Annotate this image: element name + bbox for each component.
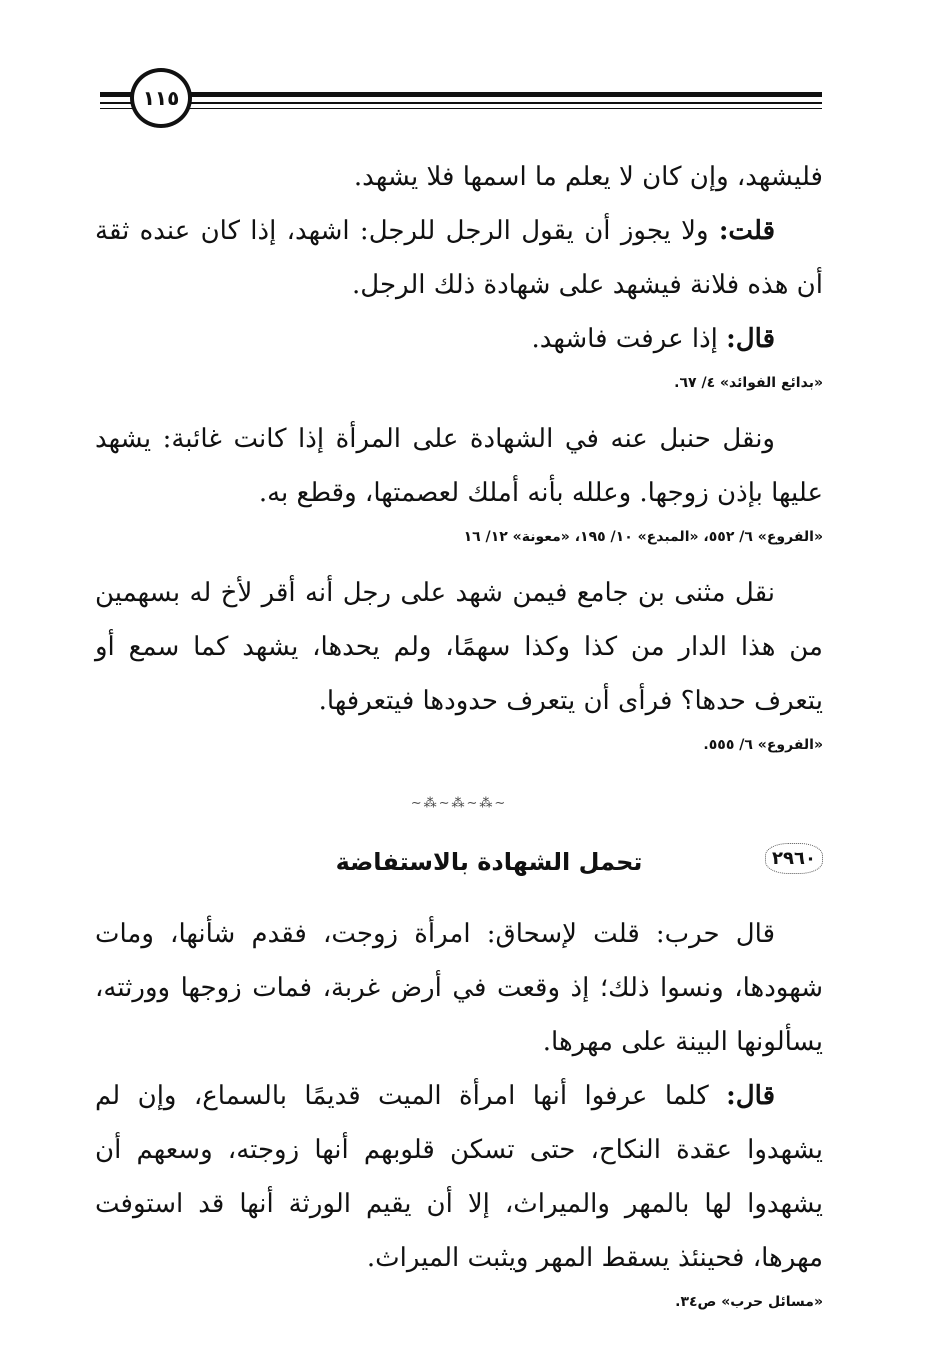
ornament-divider: ∽⁂∽⁂∽⁂∽ <box>410 796 508 811</box>
source-citation: «مسائل حرب» ص٣٤. <box>675 1294 823 1310</box>
paragraph <box>95 1069 823 1285</box>
source-citation: «الفروع» ٦/ ٥٥٥. <box>703 737 823 753</box>
header-rule-medium <box>100 102 822 104</box>
header-rule-thin <box>100 108 822 109</box>
page-number: ١١٥ <box>130 68 192 128</box>
page-body <box>95 150 823 1331</box>
header-rule-thick <box>100 92 822 97</box>
paragraph-text: ولا يجوز أن يقول الرجل للرجل: اشهد، إذا كان عنده ثقة أن هذه فلانة فيشهد على شهادة ذلك الرجل. <box>95 216 823 300</box>
paragraph: ونقل حنبل عنه في الشهادة على المرأة إذا كانت غائبة: يشهد عليها بإذن زوجها. وعلله بأنه أملك لعصمتها، وقطع به. <box>95 424 823 508</box>
paragraph <box>95 312 823 366</box>
section-title: تحمل الشهادة بالاستفاضة <box>335 848 643 876</box>
speaker-label: قلت: <box>718 216 775 246</box>
paragraph-text: إذا عرفت فاشهد. <box>531 324 727 354</box>
page-header <box>100 68 822 128</box>
paragraph: قال حرب: قلت لإسحاق: امرأة زوجت، فقدم شأنها، ومات شهودها، ونسوا ذلك؛ إذ وقعت في أرض غربة، فمات زوجها وورثته، يسألونها البينة على مهرها. <box>95 919 823 1057</box>
paragraph: نقل مثنى بن جامع فيمن شهد على رجل أنه أقر لأخ له بسهمين من هذا الدار من كذا وكذا سهمًا، ولم يحدها، يشهد كما سمع أو يتعرف حدها؟ فرأى أن يتعرف حدودها فيتعرفها. <box>95 578 823 716</box>
source-citation: «الفروع» ٦/ ٥٥٢، «المبدع» ١٠/ ١٩٥، «معونة» ١٢/ ١٦ <box>463 529 823 545</box>
section-heading <box>95 837 823 897</box>
paragraph-text: كلما عرفوا أنها امرأة الميت قديمًا بالسماع، وإن لم يشهدوا عقدة النكاح، حتى تسكن قلوبهم أنها زوجته، وسعهم أن يشهدوا لها بالمهر والميراث، إلا أن يقيم الورثة أنها قد استوفت مهرها، فحينئذ يسقط المهر ويثبت الميراث. <box>95 1081 823 1273</box>
paragraph: فليشهد، وإن كان لا يعلم ما اسمها فلا يشهد. <box>353 162 823 192</box>
source-citation: «بدائع الفوائد» ٤/ ٦٧. <box>674 375 823 391</box>
section-number: ٢٩٦٠ <box>765 843 823 874</box>
speaker-label: قال: <box>726 1081 775 1111</box>
paragraph <box>95 204 823 312</box>
speaker-label: قال: <box>726 324 775 354</box>
